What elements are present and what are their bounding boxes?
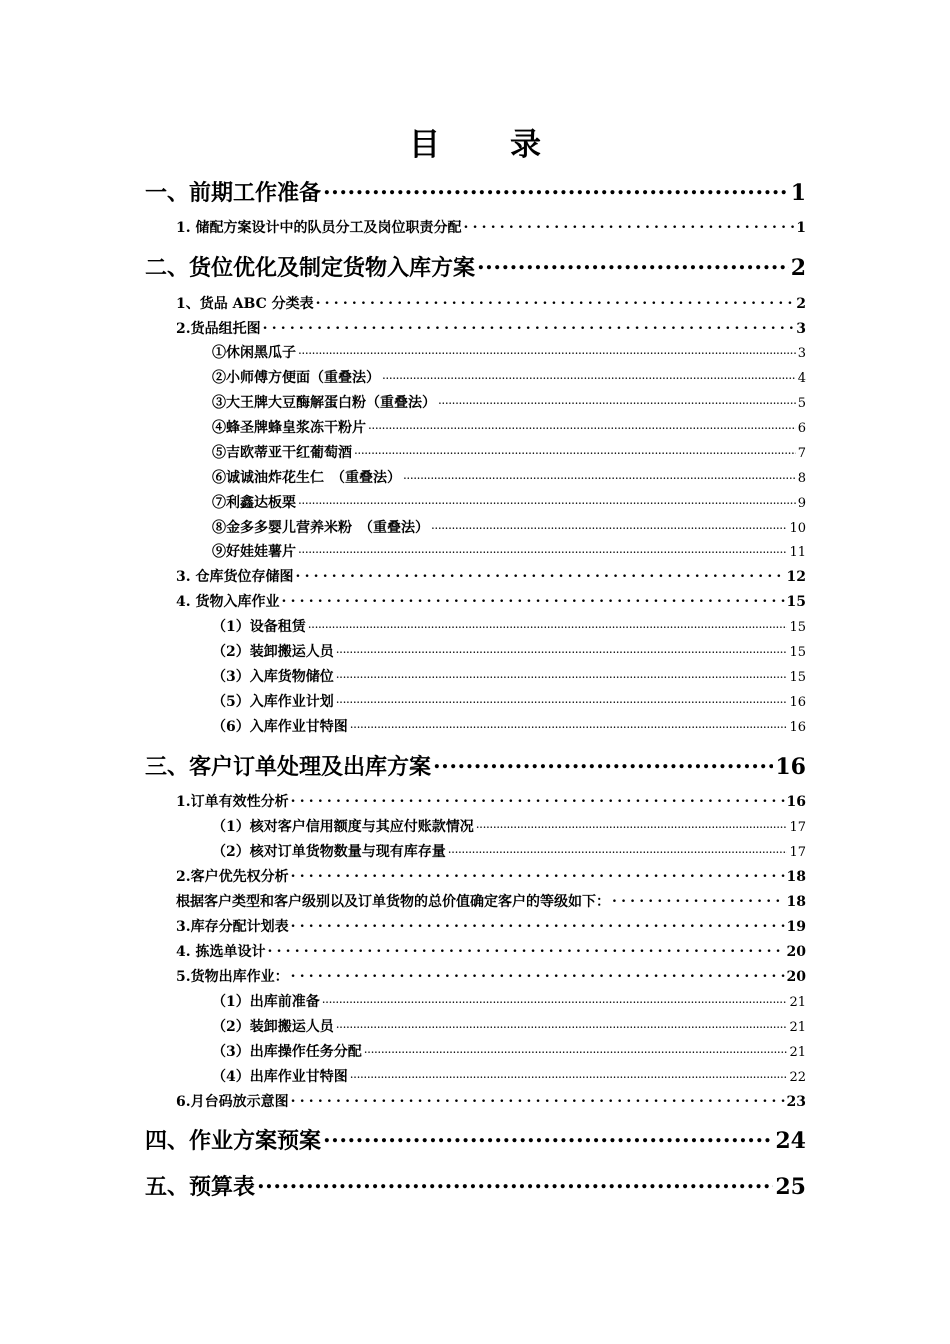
toc-entry-page-number: 25 [775,1174,806,1200]
toc-entry[interactable] [212,991,806,1013]
toc-entry[interactable] [212,541,806,563]
toc-entry[interactable] [176,916,806,938]
dot-leader [316,294,795,308]
page-title [0,119,950,164]
toc-entry-page-number: 6 [797,421,806,436]
toc-entry-label: （2）装卸搬运人员 [212,1019,334,1035]
toc-entry-page-number: 16 [775,754,806,780]
toc-entry-label: 4. 货物入库作业 [176,594,280,610]
toc-entry-page-number: 23 [786,1094,806,1110]
dot-leader [336,667,788,681]
toc-entry-page-number: 15 [789,645,806,660]
toc-entry-label: 4. 拣选单设计 [176,944,266,960]
toc-entry-label: 三、客户订单处理及出库方案 [145,754,432,780]
toc-entry[interactable] [212,716,806,738]
toc-entry[interactable] [212,841,806,863]
toc-entry-page-number: 5 [797,396,806,411]
dot-leader [298,542,787,556]
toc-entry-label: ⑧金多多婴儿营养米粉 （重叠法） [212,520,429,536]
dot-leader [336,692,788,706]
dot-leader [464,218,795,232]
dot-leader [336,1017,788,1031]
toc-entry-page-number: 2 [796,296,806,312]
toc-entry-label: ⑥诚诚油炸花生仁 （重叠法） [212,470,401,486]
dot-leader [364,1042,788,1056]
toc-entry-label: 1. 储配方案设计中的队员分工及岗位职责分配 [176,220,462,236]
toc-entry[interactable] [212,442,806,464]
dot-leader [257,1172,773,1194]
dot-leader [323,1126,773,1148]
toc-entry-page-number: 15 [789,620,806,635]
dot-leader [323,178,789,200]
toc-entry-page-number: 24 [775,1128,806,1154]
toc-entry-page-number: 7 [797,446,806,461]
toc-entry-page-number: 15 [786,594,806,610]
dot-leader [282,592,785,606]
dot-leader [354,443,796,457]
toc-entry[interactable] [212,641,806,663]
toc-entry[interactable] [212,492,806,514]
toc-entry-label: 五、预算表 [145,1174,256,1200]
toc-entry-label: 3. 仓库货位存储图 [176,569,294,585]
toc-entry[interactable] [176,791,806,813]
dot-leader [291,792,785,806]
toc-entry-label: （2）装卸搬运人员 [212,644,334,660]
toc-entry-page-number: 21 [789,1020,806,1035]
toc-entry[interactable] [176,566,806,588]
toc-entry-label: ⑤吉欧蒂亚干红葡萄酒 [212,445,352,461]
toc-entry[interactable] [212,816,806,838]
toc-entry-page-number: 12 [786,569,806,585]
dot-leader [291,1092,785,1106]
toc-entry-page-number: 21 [789,1045,806,1060]
toc-entry-label: ⑦利鑫达板栗 [212,495,296,511]
toc-entry[interactable] [212,666,806,688]
toc-entry-label: 2.客户优先权分析 [176,869,289,885]
toc-entry-label: （6）入库作业甘特图 [212,719,348,735]
toc-entry-page-number: 16 [789,695,806,710]
toc-entry[interactable] [212,517,806,539]
dot-leader [350,717,788,731]
toc-entry[interactable] [212,1041,806,1063]
dot-leader [477,253,789,275]
toc-entry[interactable] [176,1091,806,1113]
toc-entry[interactable] [176,293,806,315]
toc-entry-label: 四、作业方案预案 [145,1128,322,1154]
toc-entry[interactable] [212,467,806,489]
toc-entry[interactable] [212,616,806,638]
dot-leader [291,867,785,881]
toc-entry-page-number: 19 [786,919,806,935]
toc-entry[interactable] [176,318,806,340]
dot-leader [612,892,785,906]
toc-entry-label: （5）入库作业计划 [212,694,334,710]
toc-entry[interactable] [145,176,806,210]
toc-entry[interactable] [145,1124,806,1158]
toc-entry-label: 2.货品组托图 [176,321,261,337]
toc-entry-page-number: 17 [789,820,806,835]
toc-entry-page-number: 3 [797,346,806,361]
toc-entry-label: 根据客户类型和客户级别以及订单货物的总价值确定客户的等级如下： [176,894,610,910]
toc-entry[interactable] [145,251,806,285]
toc-entry-label: 5.货物出库作业： [176,969,289,985]
toc-entry-page-number: 17 [789,845,806,860]
toc-entry-page-number: 21 [789,995,806,1010]
dot-leader [438,393,796,407]
toc-entry-label: （3）入库货物储位 [212,669,334,685]
toc-entry[interactable] [176,217,806,239]
toc-entry-page-number: 1 [790,180,806,206]
dot-leader [476,817,788,831]
toc-entry-label: 一、前期工作准备 [145,180,322,206]
title-char-2: 录 [510,127,541,163]
toc-entry[interactable] [212,392,806,414]
toc-entry-page-number: 16 [789,720,806,735]
toc-entry-page-number: 3 [796,321,806,337]
toc-entry-label: ⑨好娃娃薯片 [212,544,296,560]
toc-entry[interactable] [212,691,806,713]
toc-entry[interactable] [176,966,806,988]
toc-entry[interactable] [212,342,806,364]
toc-entry-label: （1）设备租赁 [212,619,306,635]
toc-entry-page-number: 2 [790,255,806,281]
toc-entry[interactable] [176,941,806,963]
toc-entry-page-number: 16 [786,794,806,810]
dot-leader [433,752,773,774]
toc-entry-label: ③大王牌大豆酶解蛋白粉（重叠法） [212,395,436,411]
toc-entry-page-number: 10 [789,521,806,536]
toc-entry-label: ④蜂圣牌蜂皇浆冻干粉片 [212,420,366,436]
toc-entry[interactable] [176,891,806,913]
toc-entry[interactable] [212,1016,806,1038]
toc-entry-label: ②小师傅方便面（重叠法） [212,370,380,386]
toc-entry-page-number: 22 [789,1070,806,1085]
dot-leader [296,567,785,581]
dot-leader [368,418,796,432]
toc-entry-page-number: 8 [797,471,806,486]
toc-entry[interactable] [176,866,806,888]
dot-leader [298,493,796,507]
toc-entry-page-number: 20 [786,944,806,960]
dot-leader [350,1067,788,1081]
toc-entry-page-number: 4 [797,371,806,386]
toc-entry[interactable] [145,750,806,784]
dot-leader [291,917,785,931]
toc-entry-label: （1）核对客户信用额度与其应付账款情况 [212,819,474,835]
dot-leader [308,617,788,631]
toc-entry[interactable] [212,417,806,439]
toc-entry-page-number: 11 [789,545,806,560]
toc-entry-page-number: 18 [786,869,806,885]
toc-entry-label: 1.订单有效性分析 [176,794,289,810]
toc-entry-label: ①休闲黑瓜子 [212,345,296,361]
toc-entry-page-number: 18 [786,894,806,910]
toc-entry-page-number: 15 [789,670,806,685]
toc-entry[interactable] [145,1170,806,1204]
dot-leader [382,368,796,382]
dot-leader [431,518,787,532]
toc-entry-page-number: 1 [796,220,806,236]
dot-leader [268,942,785,956]
title-char-1: 目 [409,127,440,163]
toc-entry-label: （3）出库操作任务分配 [212,1044,362,1060]
toc-entry[interactable] [212,367,806,389]
toc-entry-label: 二、货位优化及制定货物入库方案 [145,255,476,281]
dot-leader [298,343,796,357]
toc-entry-label: 1、货品 ABC 分类表 [176,296,314,312]
toc-entry-page-number: 9 [797,496,806,511]
toc-entry-label: （2）核对订单货物数量与现有库存量 [212,844,446,860]
toc-entry[interactable] [212,1066,806,1088]
dot-leader [322,992,788,1006]
toc-entry-label: （1）出库前准备 [212,994,320,1010]
toc-entry-label: 3.库存分配计划表 [176,919,289,935]
toc-entry[interactable] [176,591,806,613]
toc-entry-page-number: 20 [786,969,806,985]
dot-leader [336,642,788,656]
dot-leader [403,468,796,482]
toc-entry-label: 6.月台码放示意图 [176,1094,289,1110]
toc-entry-label: （4）出库作业甘特图 [212,1069,348,1085]
dot-leader [263,319,795,333]
dot-leader [291,967,785,981]
dot-leader [448,842,788,856]
